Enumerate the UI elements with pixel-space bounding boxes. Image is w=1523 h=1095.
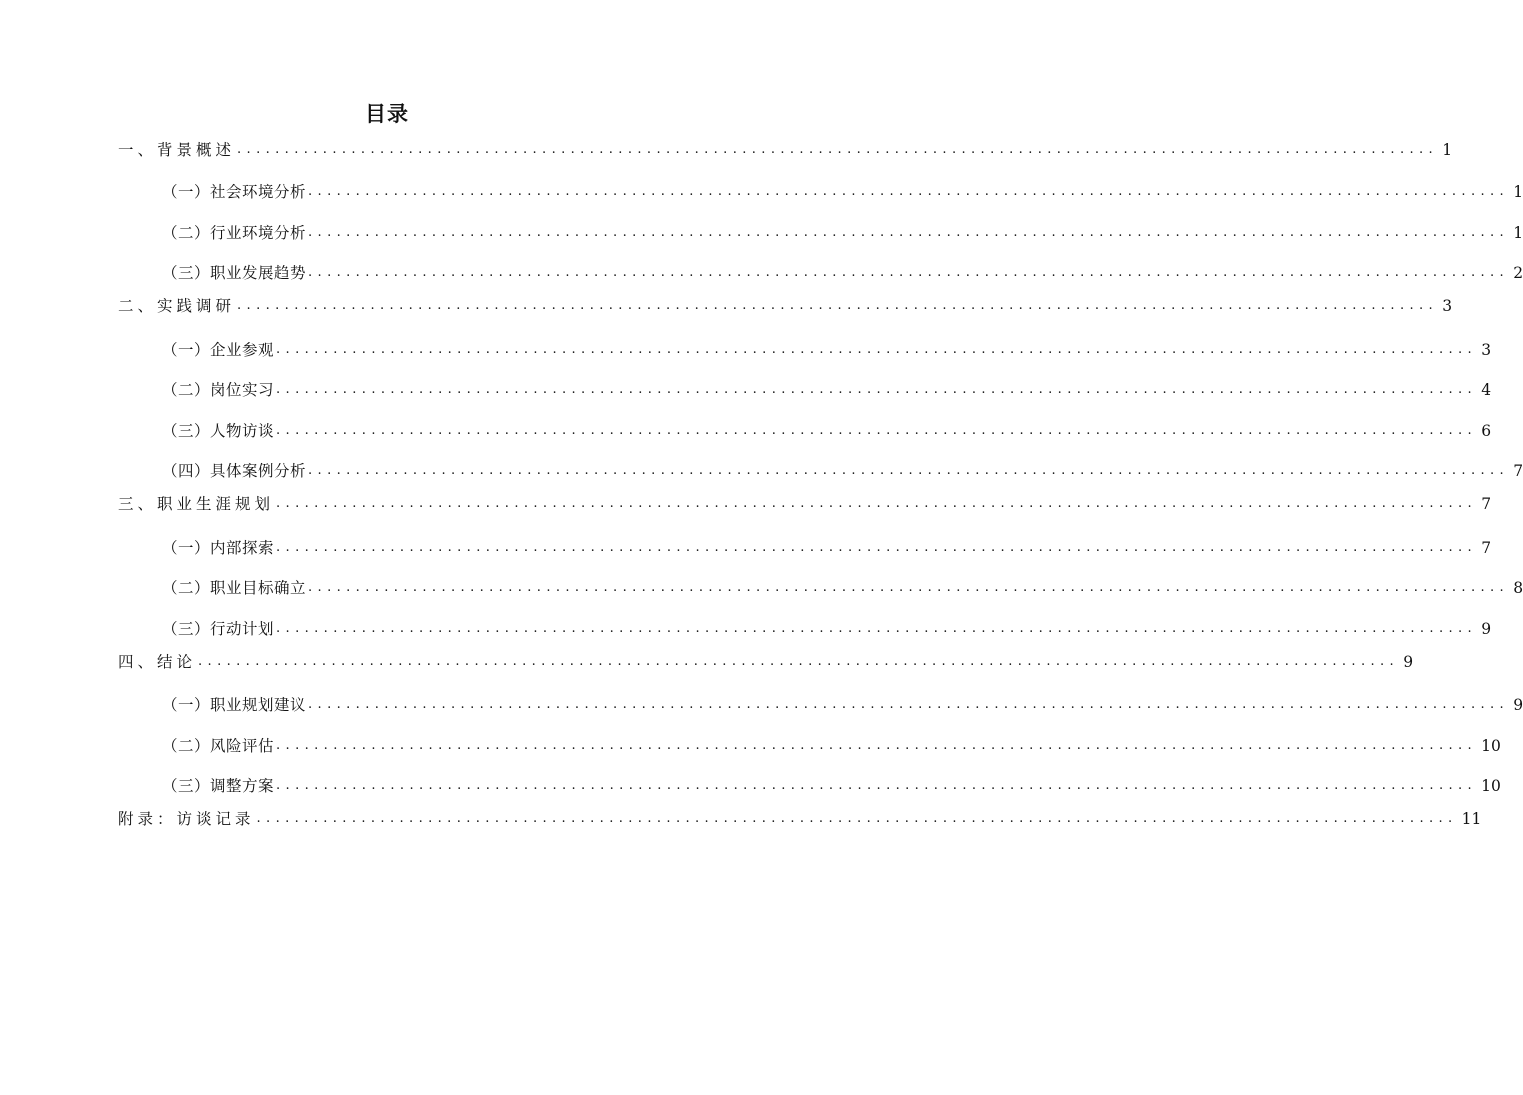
toc-page-number: 1 bbox=[1513, 183, 1523, 201]
toc-page-number: 7 bbox=[1513, 462, 1523, 480]
toc-dot-leader: .............................................................................................................................. bbox=[308, 265, 1510, 280]
toc-entry-label: （二）岗位实习 bbox=[162, 381, 275, 399]
toc-dot-leader: .............................................................................................................................. bbox=[276, 423, 1478, 438]
toc-entry-label: （三）职业发展趋势 bbox=[162, 264, 307, 282]
toc-dot-leader: .............................................................................................................................. bbox=[308, 580, 1510, 595]
toc-entry[interactable] bbox=[118, 648, 1414, 672]
toc-page-number: 7 bbox=[1481, 539, 1492, 557]
toc-page-number: 9 bbox=[1403, 653, 1414, 671]
toc-dot-leader: .............................................................................................................................. bbox=[308, 697, 1510, 712]
toc-entry-label: 一、背景概述 bbox=[118, 141, 236, 159]
toc-entry-label: （三）调整方案 bbox=[162, 777, 275, 795]
toc-dot-leader: .............................................................................................................................. bbox=[308, 184, 1510, 199]
toc-dot-leader: .............................................................................................................................. bbox=[237, 298, 1439, 313]
toc-entry[interactable] bbox=[162, 574, 1523, 598]
toc-entry[interactable] bbox=[162, 772, 1501, 796]
toc-dot-leader: .............................................................................................................................. bbox=[237, 142, 1439, 157]
toc-page-number: 11 bbox=[1461, 810, 1482, 828]
toc-entry-label: （二）行业环境分析 bbox=[162, 224, 307, 242]
toc-entry-label: （四）具体案例分析 bbox=[162, 462, 307, 480]
toc-entry[interactable] bbox=[162, 534, 1492, 558]
toc-page-number: 9 bbox=[1481, 620, 1492, 638]
toc-entry-label: （一）社会环境分析 bbox=[162, 183, 307, 201]
toc-dot-leader: .............................................................................................................................. bbox=[276, 738, 1478, 753]
toc-entry-label: 附录：访谈记录 bbox=[118, 810, 255, 828]
toc-page-number: 10 bbox=[1481, 737, 1501, 755]
toc-page-number: 7 bbox=[1481, 495, 1492, 513]
toc-page-number: 2 bbox=[1513, 264, 1523, 282]
toc-entry[interactable] bbox=[162, 376, 1492, 400]
toc-entry-label: 四、结论 bbox=[118, 653, 197, 671]
toc-entry-label: （二）风险评估 bbox=[162, 737, 275, 755]
toc-entry[interactable] bbox=[162, 732, 1501, 756]
toc-entry[interactable] bbox=[162, 417, 1492, 441]
toc-entry-label: （三）行动计划 bbox=[162, 620, 275, 638]
toc-entry-label: 三、职业生涯规划 bbox=[118, 495, 275, 513]
toc-entry[interactable] bbox=[118, 292, 1453, 316]
toc-dot-leader: .............................................................................................................................. bbox=[276, 496, 1478, 511]
toc-entry[interactable] bbox=[162, 691, 1523, 715]
toc-dot-leader: .............................................................................................................................. bbox=[276, 342, 1478, 357]
toc-page-number: 8 bbox=[1513, 579, 1523, 597]
toc-page-number: 1 bbox=[1513, 224, 1523, 242]
toc-entry[interactable] bbox=[162, 178, 1523, 202]
toc-page-number: 1 bbox=[1442, 141, 1453, 159]
toc-page-number: 10 bbox=[1481, 777, 1501, 795]
toc-page-number: 4 bbox=[1481, 381, 1492, 399]
toc-dot-leader: .............................................................................................................................. bbox=[276, 778, 1478, 793]
toc-entry-label: （一）企业参观 bbox=[162, 341, 275, 359]
toc-entry[interactable] bbox=[162, 219, 1523, 243]
toc-page-number: 9 bbox=[1513, 696, 1523, 714]
toc-dot-leader: .............................................................................................................................. bbox=[276, 621, 1478, 636]
toc-page-number: 6 bbox=[1481, 422, 1492, 440]
page-title: 目录 bbox=[365, 101, 409, 126]
toc-entry[interactable] bbox=[118, 136, 1453, 160]
toc-dot-leader: .............................................................................................................................. bbox=[308, 463, 1510, 478]
toc-entry-label: （三）人物访谈 bbox=[162, 422, 275, 440]
toc-entry[interactable] bbox=[162, 336, 1492, 360]
toc-dot-leader: .............................................................................................................................. bbox=[256, 811, 1458, 826]
toc-entry[interactable] bbox=[162, 457, 1523, 481]
toc-entry[interactable] bbox=[162, 615, 1492, 639]
toc-entry-label: 二、实践调研 bbox=[118, 297, 236, 315]
toc-entry[interactable] bbox=[118, 490, 1492, 514]
toc-entry-label: （一）内部探索 bbox=[162, 539, 275, 557]
toc-page-number: 3 bbox=[1442, 297, 1453, 315]
toc-dot-leader: .............................................................................................................................. bbox=[198, 654, 1400, 669]
toc-entry-label: （二）职业目标确立 bbox=[162, 579, 307, 597]
toc-page-number: 3 bbox=[1481, 341, 1492, 359]
toc-entry[interactable] bbox=[118, 805, 1482, 829]
toc-dot-leader: .............................................................................................................................. bbox=[276, 540, 1478, 555]
toc-dot-leader: .............................................................................................................................. bbox=[308, 225, 1510, 240]
toc-dot-leader: .............................................................................................................................. bbox=[276, 382, 1478, 397]
toc-entry-label: （一）职业规划建议 bbox=[162, 696, 307, 714]
toc-entry[interactable] bbox=[162, 259, 1523, 283]
